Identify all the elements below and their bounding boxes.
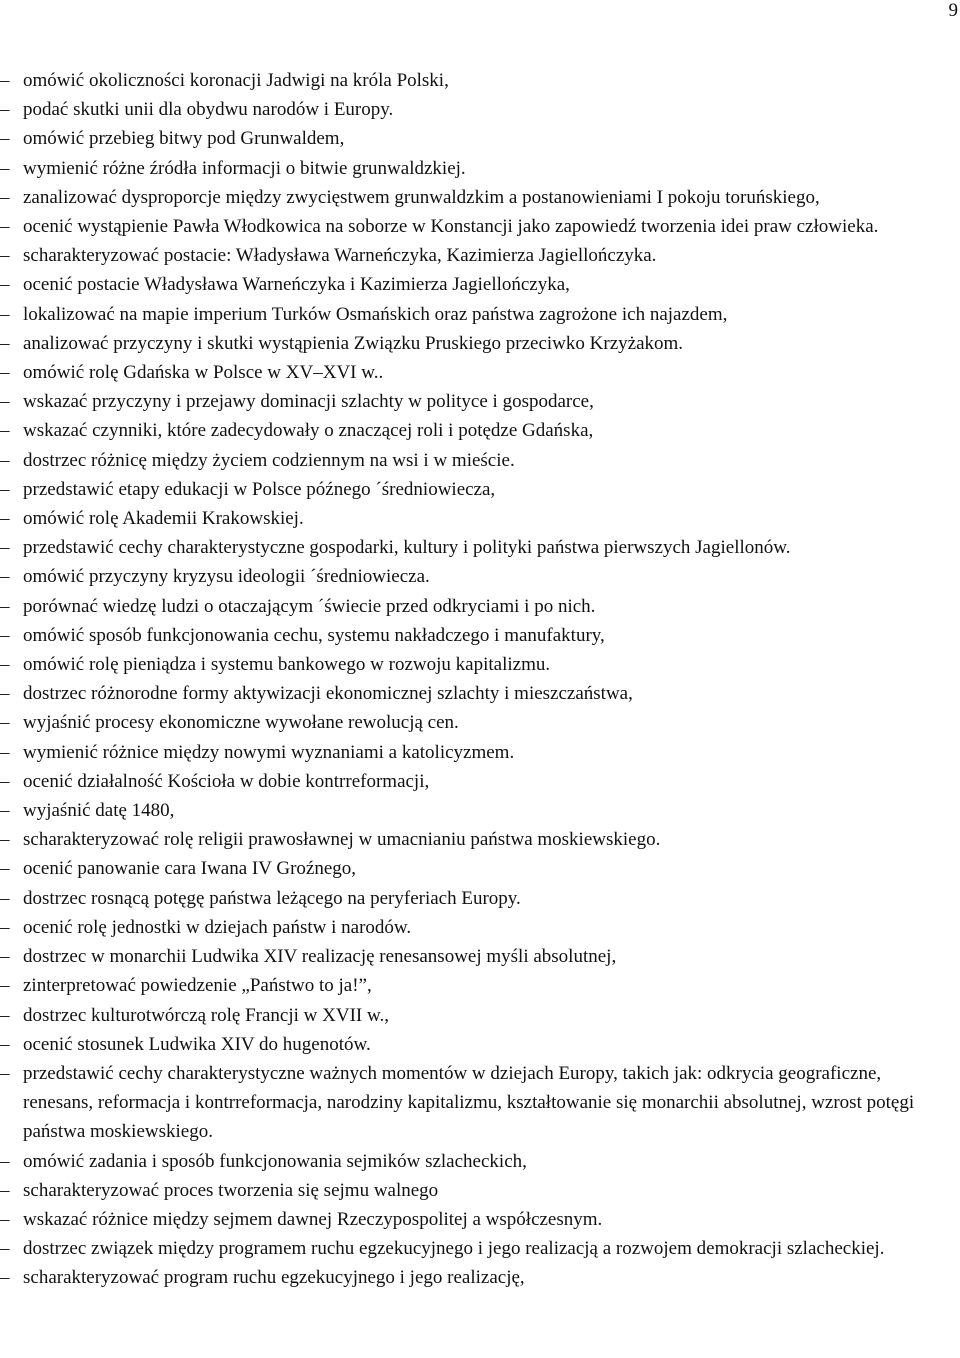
list-item-text: analizować przyczyny i skutki wystąpienia Związku Pruskiego przeciwko Krzyżakom. <box>23 332 684 354</box>
list-item <box>0 387 935 416</box>
list-item-text: wymienić różne źródła informacji o bitwie grunwaldzkiej. <box>23 157 466 179</box>
dash-bullet: – <box>0 858 10 880</box>
list-item-text: porównać wiedzę ludzi o otaczającym ´świecie przed odkryciami i po nich. <box>23 595 596 617</box>
list-item <box>0 1001 935 1030</box>
dash-bullet: – <box>0 916 10 938</box>
list-item <box>0 270 935 299</box>
list-item <box>0 212 935 241</box>
dash-bullet: – <box>0 70 10 91</box>
dash-bullet: – <box>0 128 10 150</box>
list-item <box>0 533 935 562</box>
list-item-text: zinterpretować powiedzenie „Państwo to ja!”, <box>23 975 372 997</box>
list-item-text: wyjaśnić datę 1480, <box>23 800 175 822</box>
list-item <box>0 708 935 737</box>
list-item <box>0 95 935 124</box>
list-item-text: przedstawić cechy charakterystyczne ważnych momentów w dziejach Europy, takich jak: odkrycia geograficzne, renesans, reformacja i kontrreformacja, narodziny kapitalizmu, kształtowanie się monarchii absolutnej, wzrost potęgi państwa moskiewskiego. <box>23 1062 915 1143</box>
dash-bullet: – <box>0 303 10 325</box>
list-item-text: omówić rolę Akademii Krakowskiej. <box>23 508 304 530</box>
dash-bullet: – <box>0 478 10 500</box>
list-item <box>0 358 935 387</box>
list-item <box>0 592 935 621</box>
list-item-text: dostrzec związek między programem ruchu egzekucyjnego i jego realizacją a rozwojem demokracji szlacheckiej. <box>23 1238 885 1260</box>
dash-bullet: – <box>0 537 10 559</box>
dash-bullet: – <box>0 770 10 792</box>
dash-bullet: – <box>0 566 10 588</box>
list-item-text: przedstawić cechy charakterystyczne gospodarki, kultury i polityki państwa pierwszych Jagiellonów. <box>23 537 791 559</box>
page-number: 9 <box>948 0 958 21</box>
list-item <box>0 1059 935 1147</box>
list-item-text: omówić przebieg bitwy pod Grunwaldem, <box>23 128 345 150</box>
list-item <box>0 825 935 854</box>
list-item <box>0 66 935 95</box>
dash-bullet: – <box>0 391 10 413</box>
list-item <box>0 854 935 883</box>
dash-bullet: – <box>0 420 10 442</box>
dash-bullet: – <box>0 624 10 646</box>
list-item-text: wskazać różnice między sejmem dawnej Rzeczypospolitej a współczesnym. <box>23 1208 603 1230</box>
dash-bullet: – <box>0 1004 10 1026</box>
list-item-text: ocenić rolę jednostki w dziejach państw i narodów. <box>23 916 412 938</box>
list-item-text: przedstawić etapy edukacji w Polsce późnego ´średniowiecza, <box>23 478 496 500</box>
list-item-text: dostrzec w monarchii Ludwika XIV realizację renesansowej myśli absolutnej, <box>23 946 617 968</box>
list-item-text: omówić rolę Gdańska w Polsce w XV–XVI w.. <box>23 362 384 384</box>
list-item-text: ocenić postacie Władysława Warneńczyka i Kazimierza Jagiellończyka, <box>23 274 570 296</box>
list-item <box>0 416 935 445</box>
dash-bullet: – <box>0 1238 10 1260</box>
dash-bullet: – <box>0 683 10 705</box>
list-item <box>0 913 935 942</box>
dash-bullet: – <box>0 1267 10 1289</box>
dash-bullet: – <box>0 1150 10 1172</box>
list-item-text: wskazać czynniki, które zadecydowały o znaczącej roli i potędze Gdańska, <box>23 420 594 442</box>
list-item <box>0 942 935 971</box>
dash-bullet: – <box>0 975 10 997</box>
list-item <box>0 475 935 504</box>
dash-bullet: – <box>0 274 10 296</box>
dash-bullet: – <box>0 186 10 208</box>
dash-bullet: – <box>0 1033 10 1055</box>
list-item <box>0 679 935 708</box>
dash-bullet: – <box>0 712 10 734</box>
list-item <box>0 446 935 475</box>
list-item-text: dostrzec różnorodne formy aktywizacji ekonomicznej szlachty i mieszczaństwa, <box>23 683 633 705</box>
list-item <box>0 650 935 679</box>
list-item <box>0 971 935 1000</box>
list-item <box>0 504 935 533</box>
list-item <box>0 1234 935 1263</box>
dash-bullet: – <box>0 1179 10 1201</box>
dash-bullet: – <box>0 800 10 822</box>
list-item-text: ocenić panowanie cara Iwana IV Groźnego, <box>23 858 357 880</box>
list-item <box>0 796 935 825</box>
dash-bullet: – <box>0 829 10 851</box>
list-item-text: wyjaśnić procesy ekonomiczne wywołane rewolucją cen. <box>23 712 459 734</box>
list-item <box>0 1030 935 1059</box>
list-item <box>0 767 935 796</box>
list-item <box>0 884 935 913</box>
dash-bullet: – <box>0 157 10 179</box>
list-item-text: ocenić stosunek Ludwika XIV do hugenotów. <box>23 1033 371 1055</box>
list-item <box>0 329 935 358</box>
list-item-text: ocenić działalność Kościoła w dobie kontrreformacji, <box>23 770 430 792</box>
list-item <box>0 1263 935 1292</box>
list-item-text: dostrzec różnicę między życiem codziennym na wsi i w mieście. <box>23 449 515 471</box>
list-item-text: podać skutki unii dla obydwu narodów i Europy. <box>23 99 394 121</box>
dash-bullet: – <box>0 1062 10 1084</box>
dash-bullet: – <box>0 216 10 238</box>
list-item-text: wymienić różnice między nowymi wyznaniami a katolicyzmem. <box>23 741 515 763</box>
list-item <box>0 124 935 153</box>
objectives-list <box>0 66 935 1293</box>
dash-bullet: – <box>0 741 10 763</box>
list-item <box>0 562 935 591</box>
dash-bullet: – <box>0 99 10 121</box>
list-item-text: omówić zadania i sposób funkcjonowania sejmików szlacheckich, <box>23 1150 527 1172</box>
dash-bullet: – <box>0 362 10 384</box>
dash-bullet: – <box>0 595 10 617</box>
list-item <box>0 154 935 183</box>
list-item-text: ocenić wystąpienie Pawła Włodkowica na soborze w Konstancji jako zapowiedź tworzenia idei praw człowieka. <box>23 216 879 238</box>
list-item-text: scharakteryzować postacie: Władysława Warneńczyka, Kazimierza Jagiellończyka. <box>23 245 657 267</box>
list-item-text: dostrzec kulturotwórczą rolę Francji w XVII w., <box>23 1004 389 1026</box>
list-item-text: omówić okoliczności koronacji Jadwigi na króla Polski, <box>23 70 449 91</box>
list-item-text: scharakteryzować program ruchu egzekucyjnego i jego realizację, <box>23 1267 525 1289</box>
list-item-text: zanalizować dysproporcje między zwycięstwem grunwaldzkim a postanowieniami I pokoju toruńskiego, <box>23 186 820 208</box>
dash-bullet: – <box>0 654 10 676</box>
list-item <box>0 1205 935 1234</box>
list-item <box>0 1176 935 1205</box>
dash-bullet: – <box>0 449 10 471</box>
list-item <box>0 183 935 212</box>
list-item <box>0 241 935 270</box>
dash-bullet: – <box>0 508 10 530</box>
list-item-text: wskazać przyczyny i przejawy dominacji szlachty w polityce i gospodarce, <box>23 391 594 413</box>
dash-bullet: – <box>0 887 10 909</box>
list-item <box>0 621 935 650</box>
list-item-text: dostrzec rosnącą potęgę państwa leżącego na peryferiach Europy. <box>23 887 521 909</box>
dash-bullet: – <box>0 245 10 267</box>
list-item-text: scharakteryzować proces tworzenia się sejmu walnego <box>23 1179 439 1201</box>
list-item-text: omówić rolę pieniądza i systemu bankowego w rozwoju kapitalizmu. <box>23 654 551 676</box>
dash-bullet: – <box>0 332 10 354</box>
list-item <box>0 1147 935 1176</box>
list-item-text: omówić sposób funkcjonowania cechu, systemu nakładczego i manufaktury, <box>23 624 605 646</box>
list-item <box>0 300 935 329</box>
dash-bullet: – <box>0 1208 10 1230</box>
list-item <box>0 738 935 767</box>
dash-bullet: – <box>0 946 10 968</box>
list-item-text: lokalizować na mapie imperium Turków Osmańskich oraz państwa zagrożone ich najazdem, <box>23 303 728 325</box>
list-item-text: omówić przyczyny kryzysu ideologii ´średniowiecza. <box>23 566 430 588</box>
list-item-text: scharakteryzować rolę religii prawosławnej w umacnianiu państwa moskiewskiego. <box>23 829 661 851</box>
